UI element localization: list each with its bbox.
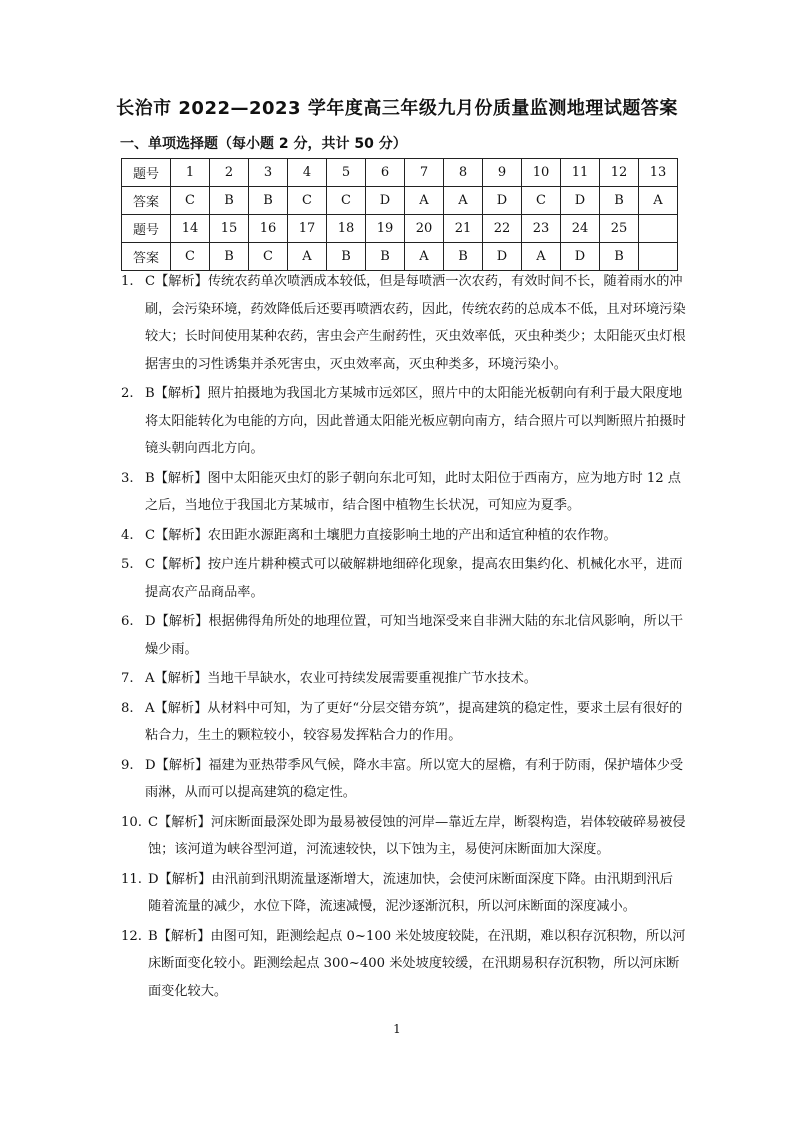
explanation-text: C【解析】传统农药单次喷洒成本较低，但是每喷洒一次农药，有效时间不长，随着雨水的冲刷，会污染环境，药效降低后还要再喷洒农药，因此，传统农药的总成本不低，且对环境污染较大；长时间使用某种农药，害虫会产生耐药性，灭虫效率低，灭虫种类少；太阳能灭虫灯根据害虫的习性诱集并杀死害虫，灭虫效率高，灭虫种类多，环境污染小。 [145, 274, 686, 372]
table-cell: C [327, 187, 366, 215]
table-cell: B [600, 187, 639, 215]
table-cell: 4 [288, 159, 327, 187]
explanation-item [121, 695, 686, 750]
explanation-text: A【解析】当地干旱缺水，农业可持续发展需要重视推广节水技术。 [145, 671, 537, 686]
explanation-item [121, 608, 686, 663]
table-cell: 23 [522, 215, 561, 243]
table-cell: A [639, 187, 678, 215]
table-cell: C [522, 187, 561, 215]
answer-table [121, 158, 678, 271]
table-row [122, 187, 678, 215]
explanation-text: B【解析】由图可知，距测绘起点 0~100 米处坡度较陡，在汛期，难以积存沉积物，所以河床断面变化较小。距测绘起点 300~400 米处坡度较缓，在汛期易积存沉积物，所以河床断面变化较大。 [148, 928, 686, 999]
explanation-item [121, 551, 686, 606]
explanation-item [121, 809, 686, 864]
explanation-item [121, 923, 686, 1006]
explanation-item [121, 866, 686, 921]
table-cell: D [483, 187, 522, 215]
explanation-number: 1. [121, 274, 134, 289]
explanation-item [121, 268, 686, 378]
table-cell: 10 [522, 159, 561, 187]
table-cell: A [405, 187, 444, 215]
table-cell: 12 [600, 159, 639, 187]
table-cell: D [483, 243, 522, 271]
explanation-number: 6. [121, 614, 134, 629]
table-cell: 3 [249, 159, 288, 187]
explanation-text: B【解析】图中太阳能灭虫灯的影子朝向东北可知，此时太阳位于西南方，应为地方时 12 点之后，当地位于我国北方某城市，结合图中植物生长状况，可知应为夏季。 [145, 470, 681, 513]
table-cell: 5 [327, 159, 366, 187]
table-cell: A [405, 243, 444, 271]
table-cell: 2 [210, 159, 249, 187]
table-cell: A [522, 243, 561, 271]
explanation-number: 10. [121, 814, 142, 830]
explanation-item [121, 665, 686, 693]
table-cell: D [366, 187, 405, 215]
table-cell: B [249, 187, 288, 215]
explanations-list [121, 268, 686, 1007]
table-cell: C [249, 243, 288, 271]
explanation-text: D【解析】由汛前到汛期流量逐渐增大，流速加快，会使河床断面深度下降。由汛期到汛后随着流量的减少，水位下降，流速减慢，泥沙逐渐沉积，所以河床断面的深度减小。 [148, 871, 673, 914]
table-cell: 8 [444, 159, 483, 187]
explanation-item [121, 522, 686, 550]
table-cell: 6 [366, 159, 405, 187]
table-cell: A [288, 243, 327, 271]
table-cell: 1 [171, 159, 210, 187]
table-cell: 9 [483, 159, 522, 187]
table-cell: 21 [444, 215, 483, 243]
table-cell: C [171, 187, 210, 215]
table-row [122, 159, 678, 187]
table-cell: B [366, 243, 405, 271]
table-cell: 15 [210, 215, 249, 243]
explanation-number: 8. [121, 700, 134, 716]
explanation-number: 5. [121, 557, 134, 572]
table-cell: B [444, 243, 483, 271]
explanation-text: D【解析】福建为亚热带季风气候，降水丰富。所以宽大的屋檐，有利于防雨，保护墙体少受雨淋，从而可以提高建筑的稳定性。 [145, 757, 684, 800]
table-cell: 24 [561, 215, 600, 243]
page-title: 长治市 2022—2023 学年度高三年级九月份质量监测地理试题答案 [116, 98, 678, 119]
explanation-text: C【解析】河床断面最深处即为最易被侵蚀的河岸—靠近左岸，断裂构造，岩体较破碎易被侵蚀；该河道为峡谷型河道，河流速较快，以下蚀为主，易使河床断面加大深度。 [148, 814, 686, 857]
table-cell: 17 [288, 215, 327, 243]
explanation-number: 9. [121, 757, 134, 773]
table-cell: 22 [483, 215, 522, 243]
table-cell [639, 243, 678, 271]
table-cell [639, 215, 678, 243]
row-label: 题号 [122, 159, 171, 187]
table-cell: 16 [249, 215, 288, 243]
explanation-number: 3. [121, 470, 134, 486]
table-cell: 20 [405, 215, 444, 243]
row-label: 答案 [122, 243, 171, 271]
table-cell: B [210, 243, 249, 271]
explanation-number: 11. [121, 871, 142, 887]
table-cell: 7 [405, 159, 444, 187]
explanation-number: 12. [121, 928, 142, 944]
explanation-number: 7. [121, 671, 134, 686]
table-cell: 18 [327, 215, 366, 243]
table-cell: D [561, 187, 600, 215]
explanation-item [121, 752, 686, 807]
explanation-text: C【解析】按户连片耕种模式可以破解耕地细碎化现象，提高农田集约化、机械化水平，进而提高农产品商品率。 [145, 557, 683, 600]
explanation-text: D【解析】根据佛得角所处的地理位置，可知当地深受来自非洲大陆的东北信风影响，所以干燥少雨。 [145, 614, 684, 657]
table-row [122, 243, 678, 271]
explanation-item [121, 380, 686, 463]
table-cell: A [444, 187, 483, 215]
page-number: 1 [393, 1022, 401, 1036]
explanation-item [121, 465, 686, 520]
table-cell: B [210, 187, 249, 215]
table-cell: 19 [366, 215, 405, 243]
explanation-number: 4. [121, 527, 134, 543]
table-cell: C [171, 243, 210, 271]
table-cell: B [600, 243, 639, 271]
explanation-text: A【解析】从材料中可知，为了更好“分层交错夯筑”，提高建筑的稳定性，要求土层有很好的粘合力，生土的颗粒较小，较容易发挥粘合力的作用。 [145, 700, 683, 743]
explanation-text: C【解析】农田距水源距离和土壤肥力直接影响土地的产出和适宜种植的农作物。 [145, 527, 617, 543]
explanation-number: 2. [121, 386, 134, 401]
section-heading: 一、单项选择题（每小题 2 分，共计 50 分） [120, 136, 407, 152]
table-row [122, 215, 678, 243]
table-cell: B [327, 243, 366, 271]
table-cell: 25 [600, 215, 639, 243]
table-cell: 13 [639, 159, 678, 187]
row-label: 答案 [122, 187, 171, 215]
row-label: 题号 [122, 215, 171, 243]
explanation-text: B【解析】照片拍摄地为我国北方某城市远郊区，照片中的太阳能光板朝向有利于最大限度地将太阳能转化为电能的方向，因此普通太阳能光板应朝向南方，结合照片可以判断照片拍摄时镜头朝向西北方向。 [145, 386, 686, 456]
table-cell: 14 [171, 215, 210, 243]
table-cell: 11 [561, 159, 600, 187]
table-cell: C [288, 187, 327, 215]
table-cell: D [561, 243, 600, 271]
